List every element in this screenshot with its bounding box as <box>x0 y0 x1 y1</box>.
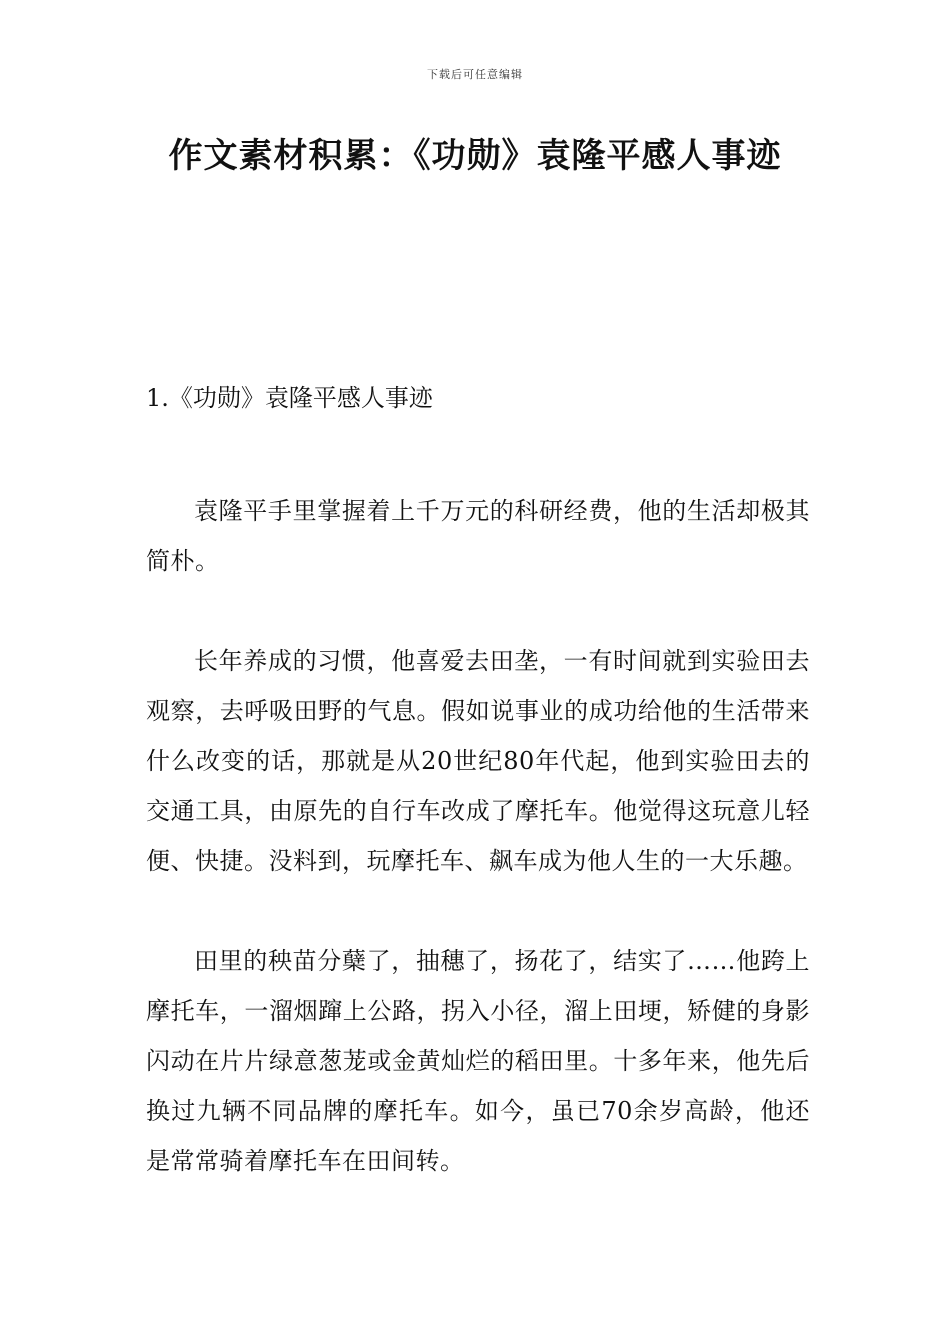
document-title: 作文素材积累：《功勋》袁隆平感人事迹 <box>168 136 782 176</box>
paragraph-3: 田里的秧苗分蘖了，抽穗了，扬花了，结实了……他跨上摩托车，一溜烟蹿上公路，拐入小径，溜上田埂，矫健的身影闪动在片片绿意葱茏或金黄灿烂的稻田里。十多年来，他先后换过九辆不同品牌的摩托车。如今，虽已70余岁高龄，他还是常常骑着摩托车在田间转。 <box>146 947 810 1175</box>
paragraph-2: 长年养成的习惯，他喜爱去田垄，一有时间就到实验田去观察，去呼吸田野的气息。假如说事业的成功给他的生活带来什么改变的话，那就是从20世纪80年代起，他到实验田去的交通工具，由原先的自行车改成了摩托车。他觉得这玩意儿轻便、快捷。没料到，玩摩托车、飙车成为他人生的一大乐趣。 <box>146 647 810 875</box>
paragraph-1: 袁隆平手里掌握着上千万元的科研经费，他的生活却极其简朴。 <box>146 497 810 575</box>
header-note: 下载后可任意编辑 <box>427 68 523 81</box>
document-body <box>146 378 810 1236</box>
section-heading: 1.《功勋》袁隆平感人事迹 <box>146 384 433 412</box>
